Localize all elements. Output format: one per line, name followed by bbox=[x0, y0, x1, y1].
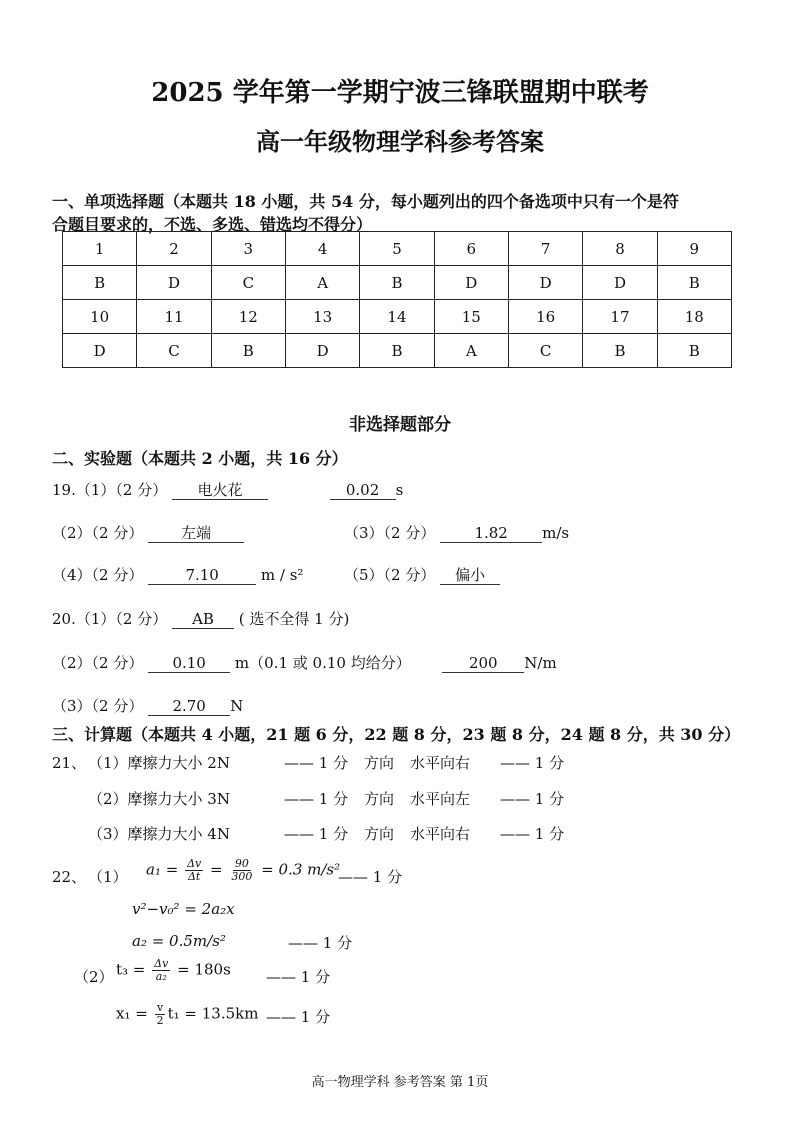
q21-line-3-e: —— 1 分 bbox=[500, 825, 565, 843]
answer-table-cell: 14 bbox=[360, 300, 434, 334]
answer-table-cell: 7 bbox=[508, 232, 582, 266]
q19-part3 bbox=[344, 522, 569, 543]
answer-table-row bbox=[63, 266, 732, 300]
q19-p2-answer: 左端 bbox=[148, 524, 244, 543]
section3-heading: 三、计算题（本题共 4 小题，21 题 6 分，22 题 8 分，23 题 8 分，24 题 8 分，共 30 分） bbox=[52, 725, 741, 744]
answer-table-cell: 6 bbox=[434, 232, 508, 266]
answer-table-cell: D bbox=[508, 266, 582, 300]
q19-p1-unit: s bbox=[395, 481, 404, 499]
q20-part2 bbox=[52, 652, 557, 673]
answer-table-cell: A bbox=[434, 334, 508, 368]
q22-eq5 bbox=[116, 1002, 258, 1027]
q20-p3-label: （3）（2 分） bbox=[52, 697, 144, 715]
answer-table-cell: 4 bbox=[285, 232, 359, 266]
q19-p3-label: （3）（2 分） bbox=[344, 524, 436, 542]
answer-table-row bbox=[63, 300, 732, 334]
q22-eq3-score: —— 1 分 bbox=[288, 934, 353, 952]
answer-table-cell: B bbox=[657, 266, 731, 300]
answer-table-cell: B bbox=[63, 266, 137, 300]
q22-eq5-frac bbox=[155, 1002, 166, 1027]
answer-table-cell: A bbox=[285, 266, 359, 300]
q22-eq1-frac1-num: Δv bbox=[187, 857, 202, 870]
q22-eq4-lhs: t₃ = bbox=[116, 960, 146, 979]
q22-eq1 bbox=[146, 858, 340, 883]
q22-eq1-score: —— 1 分 bbox=[338, 868, 403, 886]
q19-part1 bbox=[52, 479, 403, 500]
page-subtitle: 高一年级物理学科参考答案 bbox=[256, 127, 544, 156]
q22-eq1-rhs: = 0.3 m/s² bbox=[261, 860, 341, 879]
q20-p2-answer2: 200 bbox=[442, 654, 524, 673]
q20-part1 bbox=[52, 608, 349, 629]
answer-table-cell: C bbox=[508, 334, 582, 368]
q20-p1-answer: AB bbox=[172, 610, 234, 629]
answer-table-cell: C bbox=[211, 266, 285, 300]
answer-table-cell: 17 bbox=[583, 300, 657, 334]
page-footer: 高一物理学科 参考答案 第 1页 bbox=[311, 1075, 489, 1090]
q22-eq4-frac-num: Δv bbox=[154, 957, 169, 970]
q19-p1-answer2: 0.02 bbox=[330, 481, 396, 500]
q20-p2-answer1: 0.10 bbox=[148, 654, 230, 673]
section2-heading: 二、实验题（本题共 2 小题，共 16 分） bbox=[52, 449, 348, 468]
q21-line-3-c: 方向 bbox=[364, 825, 395, 843]
q22-eq4 bbox=[116, 958, 231, 983]
q21-line-2-d: 水平向左 bbox=[410, 790, 471, 808]
answer-table-cell: B bbox=[360, 266, 434, 300]
q22-eq1-equals: = bbox=[210, 860, 223, 879]
answer-table-cell: D bbox=[137, 266, 211, 300]
q19-p3-answer: 1.82 bbox=[440, 524, 542, 543]
q19-p5-answer: 偏小 bbox=[440, 566, 500, 585]
q22-eq1-lhs: a₁ = bbox=[146, 860, 179, 879]
q22-eq1-frac2-den: 300 bbox=[231, 870, 253, 883]
q20-p2-label: （2）（2 分） bbox=[52, 654, 144, 672]
section1-heading-line1: 一、单项选择题（本题共 18 小题，共 54 分，每小题列出的四个备选项中只有一个是符 bbox=[52, 192, 679, 211]
q22-eq5-score: —— 1 分 bbox=[266, 1008, 331, 1026]
answer-table-cell: 18 bbox=[657, 300, 731, 334]
q19-p5-label: （5）（2 分） bbox=[344, 566, 436, 584]
q22-eq4-score: —— 1 分 bbox=[266, 968, 331, 986]
answer-table-cell: 15 bbox=[434, 300, 508, 334]
q20-p2-unit: N/m bbox=[524, 654, 557, 672]
answer-table-cell: D bbox=[285, 334, 359, 368]
q22-part1-label: （1） bbox=[88, 868, 128, 886]
answer-table-cell: D bbox=[434, 266, 508, 300]
q20-p3-unit: N bbox=[230, 697, 244, 715]
q22-eq4-frac bbox=[152, 958, 170, 983]
q22-eq1-frac2 bbox=[229, 858, 254, 883]
part-title: 非选择题部分 bbox=[349, 415, 451, 435]
answer-table-row bbox=[63, 334, 732, 368]
q20-p3-answer: 2.70 bbox=[148, 697, 230, 716]
q21-line-2-b: —— 1 分 bbox=[284, 790, 349, 808]
q21-line-3-a: （3）摩擦力大小 4N bbox=[88, 825, 230, 843]
q19-p3-unit: m/s bbox=[542, 524, 570, 542]
answer-table-cell: B bbox=[360, 334, 434, 368]
q21-line-3-d: 水平向右 bbox=[410, 825, 471, 843]
q20-p1-label: 20.（1）（2 分） bbox=[52, 610, 168, 628]
answer-table-cell: 5 bbox=[360, 232, 434, 266]
q21-label: 21、 bbox=[52, 754, 87, 772]
q21-line-3-b: —— 1 分 bbox=[284, 825, 349, 843]
q22-part2-label: （2） bbox=[74, 968, 114, 986]
q19-part4 bbox=[52, 564, 303, 585]
q19-p4-unit: m / s² bbox=[260, 566, 304, 584]
answer-table-cell: 3 bbox=[211, 232, 285, 266]
q21-line-1-c: 方向 bbox=[364, 754, 395, 772]
q21-line-1-d: 水平向右 bbox=[410, 754, 471, 772]
q21-line-1-e: —— 1 分 bbox=[500, 754, 565, 772]
answer-table-cell: 2 bbox=[137, 232, 211, 266]
q19-p4-label: （4）（2 分） bbox=[52, 566, 144, 584]
q20-p2-note: m（0.1 或 0.10 均给分） bbox=[234, 654, 411, 672]
answer-table-cell: D bbox=[63, 334, 137, 368]
q22-eq3: a₂ = 0.5m/s² bbox=[132, 932, 226, 950]
q21-line-1-a: （1）摩擦力大小 2N bbox=[88, 754, 230, 772]
answer-table-cell: 16 bbox=[508, 300, 582, 334]
page-title: 2025 学年第一学期宁波三锋联盟期中联考 bbox=[151, 78, 649, 108]
q19-p1-answer1: 电火花 bbox=[172, 481, 268, 500]
q19-part2 bbox=[52, 522, 244, 543]
q19-p2-label: （2）（2 分） bbox=[52, 524, 144, 542]
answer-table-cell: B bbox=[657, 334, 731, 368]
answer-table-cell: 9 bbox=[657, 232, 731, 266]
answer-table-cell: B bbox=[583, 334, 657, 368]
q21-line-2-a: （2）摩擦力大小 3N bbox=[88, 790, 230, 808]
q22-eq4-rhs: = 180s bbox=[177, 960, 231, 979]
answer-table-cell: 10 bbox=[63, 300, 137, 334]
q21-line-1-b: —— 1 分 bbox=[284, 754, 349, 772]
q22-eq1-frac2-num: 90 bbox=[234, 857, 249, 870]
answer-table-cell: 8 bbox=[583, 232, 657, 266]
answer-table bbox=[62, 231, 732, 368]
answer-table-cell: B bbox=[211, 334, 285, 368]
answer-table-cell: 13 bbox=[285, 300, 359, 334]
q22-label: 22、 bbox=[52, 868, 87, 886]
answer-table-cell: 12 bbox=[211, 300, 285, 334]
q19-part5 bbox=[344, 564, 500, 585]
q22-eq1-frac1-den: Δt bbox=[187, 870, 201, 883]
q22-eq1-frac1 bbox=[185, 858, 203, 883]
q21-line-2-c: 方向 bbox=[364, 790, 395, 808]
answer-table-cell: 1 bbox=[63, 232, 137, 266]
q22-eq4-frac-den: a₂ bbox=[155, 970, 167, 983]
q22-eq2: v²−v₀² = 2a₂x bbox=[132, 900, 235, 918]
answer-table-cell: C bbox=[137, 334, 211, 368]
q22-eq5-frac-num: v bbox=[156, 1001, 164, 1014]
q20-part3 bbox=[52, 695, 243, 716]
section1-heading-line2: 合题目要求的，不选、多选、错选均不得分） bbox=[52, 215, 373, 234]
answer-table-row bbox=[63, 232, 732, 266]
answer-table-cell: 11 bbox=[137, 300, 211, 334]
q20-p1-note: ( 选不全得 1 分) bbox=[238, 610, 350, 628]
q19-p1-label: 19.（1）（2 分） bbox=[52, 481, 168, 499]
q22-eq5-rhs: t₁ = 13.5km bbox=[167, 1004, 259, 1023]
q21-line-2-e: —— 1 分 bbox=[500, 790, 565, 808]
q22-eq5-frac-den: 2 bbox=[156, 1014, 164, 1027]
q22-eq5-lhs: x₁ = bbox=[116, 1004, 148, 1023]
q19-p4-answer: 7.10 bbox=[148, 566, 256, 585]
answer-table-cell: D bbox=[583, 266, 657, 300]
